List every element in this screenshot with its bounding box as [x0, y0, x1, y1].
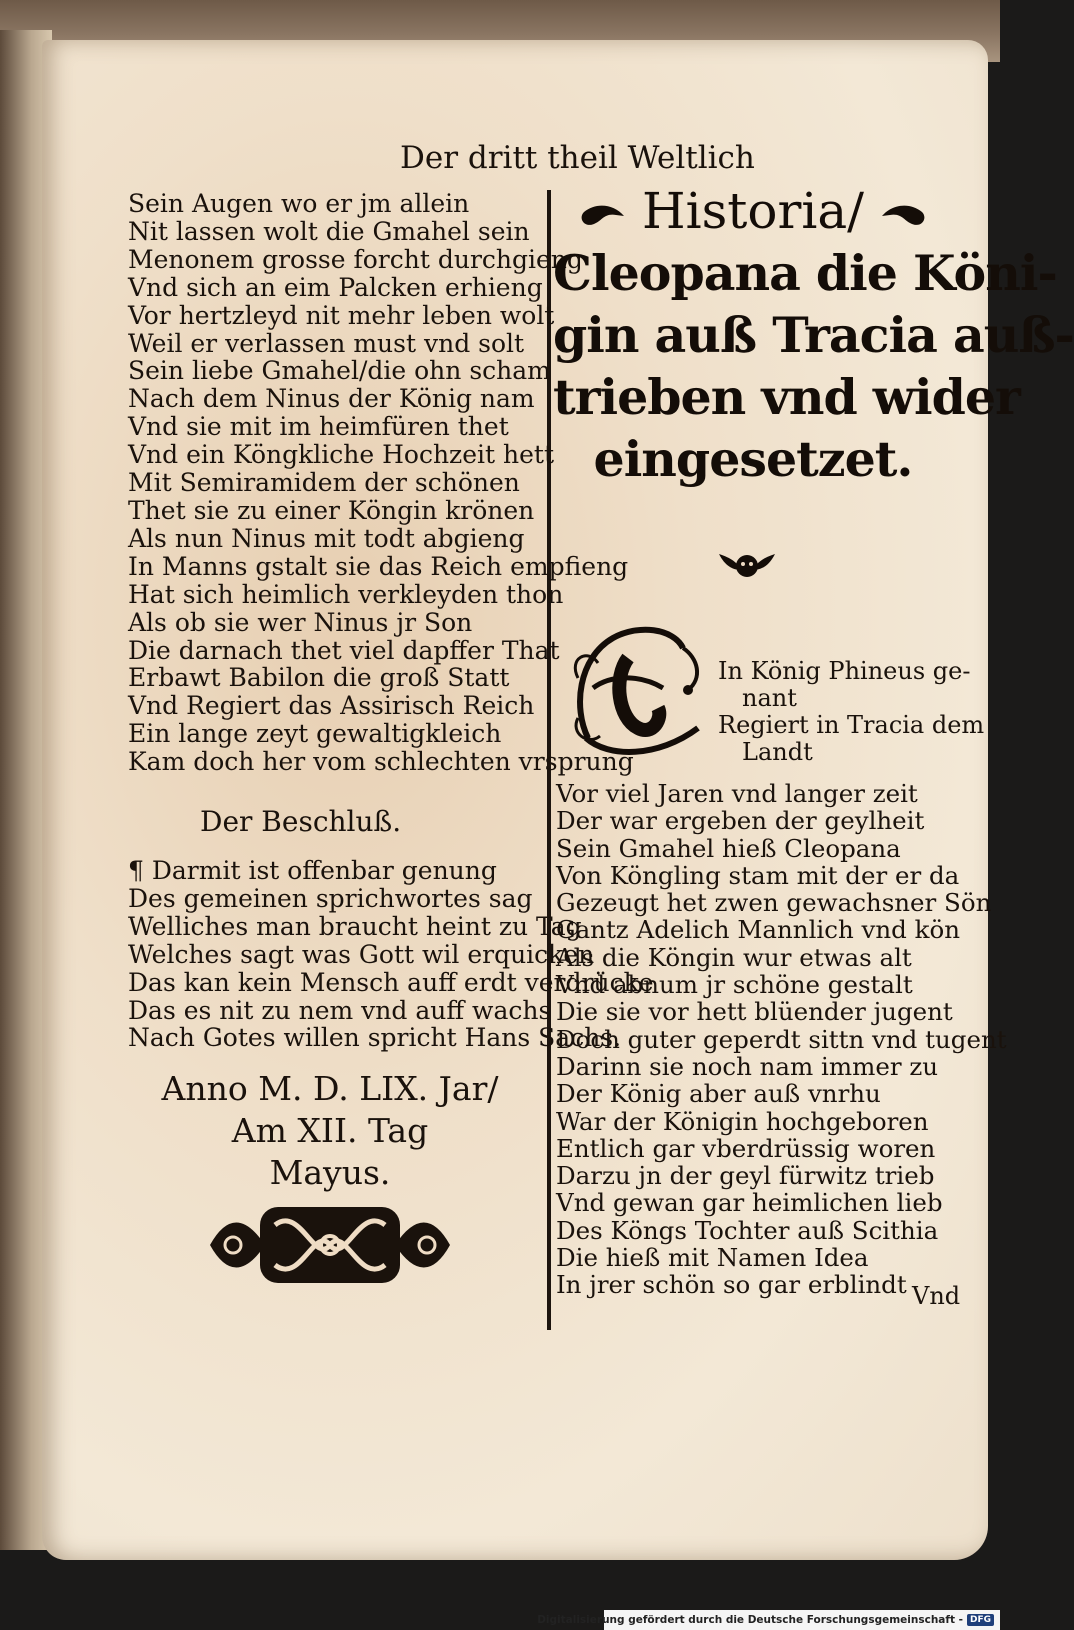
- title-lines: [553, 242, 1074, 490]
- intro-line: In König Phineus ge-: [718, 657, 971, 685]
- title-line: Cleopana die Köni-: [553, 244, 1057, 302]
- winged-head-ornament-icon: [717, 548, 777, 584]
- verse-line: Als nun Ninus mit todt abgieng: [128, 523, 525, 553]
- verse-line: Vnd Regiert das Assirisch Reich: [128, 691, 535, 721]
- verse-line: Hat sich heimlich verkleyden thon: [128, 579, 564, 609]
- verse-line: Darinn sie noch nam immer zu: [556, 1051, 939, 1081]
- verse-line: Menonem grosse forcht durchgieng: [128, 244, 583, 274]
- colophon-line: Mayus.: [269, 1153, 391, 1192]
- verse-line: Von Köngling stam mit der er da: [556, 860, 960, 890]
- catchword: Vnd: [912, 1282, 961, 1310]
- verse-line: Welches sagt was Gott wil erquicken: [128, 939, 595, 969]
- verse-line: Kam doch her vom schlechten vrsprung: [128, 747, 634, 777]
- verse-line: Sein Gmahel hieß Cleopana: [556, 833, 901, 863]
- verse-line: ¶ Darmit ist offenbar genung: [128, 856, 497, 885]
- verse-line: Vnd sie mit im heimfüren thet: [128, 412, 509, 442]
- verse-line: Nit lassen wolt die Gmahel sein: [128, 216, 530, 246]
- intro-line: Landt: [742, 738, 813, 766]
- decorated-initial-e-icon: [568, 618, 718, 763]
- verse-line: Der war ergeben der geylheit: [556, 806, 925, 836]
- verse-line: Doch guter geperdt sittn vnd tugent: [556, 1024, 1007, 1054]
- title-first-line: [553, 180, 953, 242]
- footer-bar: [537, 1610, 1000, 1630]
- knotwork-ornament: [205, 1195, 455, 1295]
- verse-line: Darzu jn der geyl fürwitz trieb: [556, 1161, 935, 1191]
- closing-heading: Der Beschluß.: [200, 805, 402, 838]
- verse-line: Ein lange zeyt gewaltigkleich: [128, 719, 502, 749]
- verse-line: In Manns gstalt sie das Reich empfieng: [128, 551, 629, 581]
- verse-line: Nach Gotes willen spricht Hans Sachs.: [128, 1023, 622, 1053]
- title-historia: Historia/: [642, 182, 864, 240]
- verse-line: Nach dem Ninus der König nam: [128, 384, 535, 414]
- verse-line: Vnd gewan gar heimlichen lieb: [556, 1188, 943, 1218]
- right-fleuron-icon: [880, 198, 930, 232]
- verse-line: Der König aber auß vnrhu: [556, 1079, 881, 1109]
- verse-line: Vnd ein Köngkliche Hochzeit hett: [128, 440, 554, 470]
- verse-line: Vnd sich an eim Palcken erhieng: [128, 272, 543, 302]
- decorated-initial: [568, 618, 718, 763]
- verse-line: Welliches man braucht heint zu Tag: [128, 911, 582, 941]
- dfg-logo-icon[interactable]: DFG: [967, 1614, 994, 1626]
- verse-line: Mit Semiramidem der schönen: [128, 468, 520, 498]
- verse-line: Als ob sie wer Ninus jr Son: [128, 607, 473, 637]
- verse-line: Des Köngs Tochter auß Scithia: [556, 1215, 939, 1245]
- verse-line: Sein liebe Gmahel/die ohn scham: [128, 356, 551, 386]
- colophon-line: Anno M. D. LIX. Jar/: [161, 1069, 499, 1108]
- verse-line: Gezeugt het zwen gewachsner Sön: [556, 888, 992, 918]
- funding-note: Digitalisierung gefördert durch die Deutsche Forschungsgemeinschaft -: [537, 1614, 963, 1626]
- verse-line: Sein Augen wo er jm allein: [128, 189, 470, 218]
- intro-lines: [718, 658, 984, 766]
- intro-line: nant: [742, 684, 797, 712]
- right-verse-block: [556, 780, 1007, 1299]
- title-line: trieben vnd wider: [553, 368, 1020, 426]
- title-line: gin auß Tracia auß-: [553, 306, 1074, 364]
- left-fleuron-icon: [576, 198, 626, 232]
- story-title: [553, 180, 1074, 490]
- verse-line: Erbawt Babilon die groß Statt: [128, 663, 510, 693]
- colophon-line: Am XII. Tag: [231, 1111, 429, 1150]
- verse-line: Die hieß mit Namen Idea: [556, 1243, 869, 1273]
- verse-line: Das es nit zu nem vnd auff wachs: [128, 995, 552, 1025]
- colophon: [140, 1068, 520, 1194]
- verse-line: Vor hertzleyd nit mehr leben wolt: [128, 300, 555, 330]
- intro-line: Regiert in Tracia dem: [718, 711, 985, 739]
- verse-line: Die darnach thet viel dapffer That: [128, 635, 560, 665]
- running-head: Der dritt theil Weltlich: [400, 140, 755, 176]
- title-line: eingesetzet.: [593, 430, 913, 488]
- verse-line: Das kan kein Mensch auff erdt verdrücke: [128, 967, 654, 997]
- verse-line: Die sie vor hett blüender jugent: [556, 997, 953, 1027]
- verse-line: War der Königin hochgeboren: [556, 1106, 929, 1136]
- verse-line: Entlich gar vberdrüssig woren: [556, 1133, 936, 1163]
- verse-line: In jrer schön so gar erblindt: [556, 1270, 907, 1300]
- verse-line: Vor viel Jaren vnd langer zeit: [556, 779, 918, 808]
- verse-line: Gantz Adelich Mannlich vnd kön: [556, 915, 961, 945]
- verse-line: Weil er verlassen must vnd solt: [128, 328, 525, 358]
- verse-line: Als die Köngin wur etwas alt: [556, 942, 912, 972]
- verse-line: Des gemeinen sprichwortes sag: [128, 883, 533, 913]
- verse-line: Thet sie zu einer Köngin krönen: [128, 495, 535, 525]
- verse-line: Vnd abnum jr schöne gestalt: [556, 970, 913, 1000]
